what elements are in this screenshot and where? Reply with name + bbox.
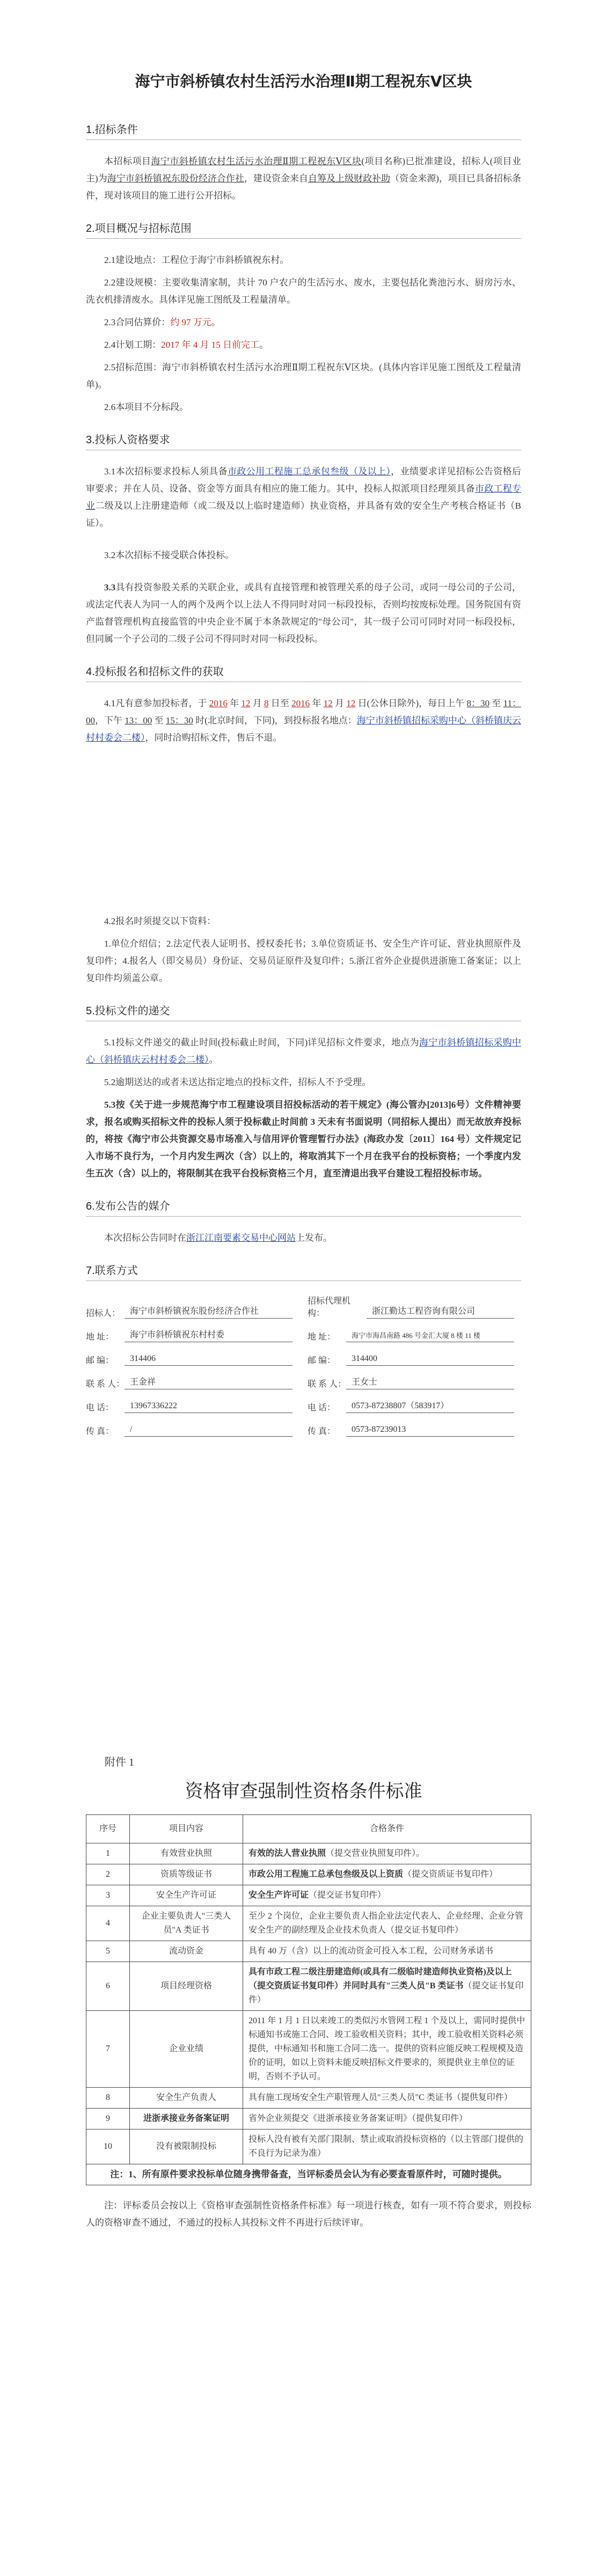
item-5-1	[86, 1034, 521, 1069]
section-5-heading: 5.投标文件的递交	[86, 1005, 170, 1017]
row-number: 3	[86, 1885, 130, 1906]
table-row	[86, 1843, 531, 1864]
label: 地 址：	[86, 1333, 114, 1342]
section-4-heading: 4.投标报名和招标文件的获取	[86, 666, 224, 678]
table-row	[86, 2129, 531, 2164]
row-item: 企业主要负责人"三类人员"A 类证书	[130, 1906, 243, 1941]
start-day: 8	[264, 698, 269, 708]
text: 4.1凡有意参加投标者，于	[104, 698, 207, 708]
value: 314400	[346, 1354, 514, 1366]
qualification-table	[86, 1814, 531, 2185]
label: 邮 编：	[308, 1356, 336, 1365]
table-row	[86, 2109, 531, 2129]
contact-row	[86, 1319, 292, 1342]
text: 具有投资参股关系的关联企业，或具有直接管理和被管理关系的母子公司，或同一母公司的子公司，或法定代表人为同一人的两个及两个以上法人不得同时对同一标段投标，否则均按废标处理。国务院国有资产监督管理机构直接监管的中央企业不属于本条款规定的"母公司"，其一级子公司可同时对同一标段投标，但同属一个子公司的二级子公司不得同时对同一标段投标。	[86, 582, 521, 644]
value: 0573-87239013	[346, 1425, 514, 1437]
item-3-2: 3.2本次招标不接受联合体投标。	[104, 550, 235, 560]
row-number: 8	[86, 2088, 130, 2109]
column-header: 序号	[86, 1815, 130, 1843]
text: ，同时洽购招标文件，售后不退。	[145, 733, 282, 743]
text: ，业绩要求详见招标公告资格后审要求；并在人员、设备、资金等方面具有相应的施工能力。其中，投标人拟派项目经理须具备	[86, 466, 522, 494]
table-header-row	[86, 1815, 531, 1843]
column-header: 项目内容	[130, 1815, 243, 1843]
label: 招标代理机构：	[308, 1297, 351, 1318]
am-end: 11：00	[86, 698, 522, 726]
condition-main: 有效的法人营业执照	[248, 1849, 326, 1858]
item-5-3: 5.3按《关于进一步规范海宁市工程建设项目招投标活动的若干规定》(海公管办[2013]6号）文件精神要求，报名或购买招标文件的投标人须于投标截止时间前 3 天未有书面说明（同招标人提出）而无故放弃投标的，将按《海宁市公共资源交易市场准入与信用评价管理暂行办法》(海政办发〔2011〕164 号）文件规定记入市场不良行为，一个月内发生两次（含）以上的，将取消其下一个月在我平台的投标资格；一个季度内发生五次（含）以上的，将限制其在我平台投标资格三个月，直至清退出我平台建设工程招投标市场。	[86, 1100, 521, 1179]
text: 本招标项目	[104, 156, 151, 166]
contact-row	[308, 1389, 514, 1413]
contact-row	[308, 1366, 514, 1389]
condition-main: 投标人没有被有关部门限制、禁止或取消投标资格的（以主管部门提供的不良行为记录为准）	[248, 2135, 524, 2158]
end-day: 12	[346, 698, 356, 708]
text: 。	[211, 317, 221, 327]
text: 上发布。	[296, 1233, 332, 1243]
contact-row	[86, 1295, 292, 1319]
contact-row	[308, 1342, 514, 1366]
row-number: 6	[86, 1962, 130, 2011]
end-year: 2016	[291, 698, 310, 708]
text: ，建设资金来自	[244, 173, 309, 184]
table-row	[86, 1885, 531, 1906]
item-5-2: 5.2逾期送达的或者未送达指定地点的投标文件，招标人不予受理。	[104, 1077, 371, 1087]
value: 0573-87238807（583917）	[346, 1399, 514, 1413]
tenderer-contact	[86, 1295, 292, 1437]
item-6	[86, 1230, 521, 1247]
pm-start: 13：00	[125, 715, 152, 726]
contact-row	[86, 1413, 292, 1437]
condition-main: 具有 40 万（含）以上的流动资金可投入本工程，公司财务承诺书	[248, 1946, 494, 1956]
text: (公休日除外)，每日上午	[367, 698, 465, 708]
condition-main: 至少 2 个岗位，企业主要负责人指企业法定代表人、企业经理、企业分管安全生产的副经理及企业技术负责人（提交证书复印件）	[248, 1912, 524, 1935]
contact-row	[308, 1319, 514, 1342]
text: 2.4计划工期：	[104, 340, 162, 350]
condition-main: 2011 年 1 月 1 日以来竣工的类似污水管网工程 1 个及以上，需同时提供中标通知书或施工合同、竣工验收相关资料；其中，竣工验收相关资料必须提供，中标通知书和施工合同二选一。提供的资料应能反映工程规模及造价的证明，如以上资料未能反映招标文件要求的，须提供业主单位的证明，否则不予认可。	[248, 2016, 525, 2081]
condition-main: 具有施工现场安全生产职管理人员"三类人员"C 类证书（提供复印件）	[248, 2093, 513, 2102]
text: 。	[209, 1055, 218, 1065]
row-condition	[243, 2088, 531, 2109]
column-header: 合格条件	[243, 1815, 531, 1843]
text: 。	[259, 340, 268, 350]
project-name: 海宁市斜桥镇农村生活污水治理Ⅱ期工程祝东Ⅴ区块	[151, 156, 362, 166]
contact-row	[86, 1366, 292, 1389]
condition-main: 市政公用工程施工总承包叁级及以上资质	[248, 1870, 404, 1879]
item-2-3	[86, 314, 521, 331]
table-note: 注：1、所有原件要求投标单位随身携带备查，当评标委员会认为有必要查看原件时，可随时提供。	[86, 2164, 531, 2185]
item-2-5: 2.5招标范围：海宁市斜桥镇农村生活污水治理Ⅱ期工程祝东Ⅴ区块。(具体内容详见施工图纸及工程量清单)。	[86, 362, 521, 390]
label: 招标人：	[86, 1309, 121, 1318]
row-condition	[243, 1962, 531, 2011]
annex-label: 附件 1	[105, 1757, 134, 1768]
table-row	[86, 1962, 531, 2011]
label: 电 话：	[308, 1403, 336, 1413]
table-note-row	[86, 2164, 531, 2185]
am-start: 8：30	[466, 698, 490, 708]
item-4-1: 4.1凡有意参加投标者，于 2016 年 12 月 8 日至 2016 年 12 月 12 日(公休日除外)，每日上午 8：30 至 11：00，下午 13：00 至 15：30 时(北京时间，下同)，到投标报名地点：海宁市斜桥镇招标采购中心（斜桥镇庆云村村委会二楼），同时洽购招标文件，售后不退。	[86, 698, 522, 743]
row-item: 安全生产负责人	[130, 2088, 243, 2109]
section-2-heading: 2.项目概况与招标范围	[86, 223, 192, 235]
planned-duration: 2017 年 4 月 15 日前完工	[161, 340, 259, 350]
contact-row	[86, 1342, 292, 1366]
table-row	[86, 2088, 531, 2109]
section-divider	[86, 238, 521, 239]
start-year: 2016	[209, 698, 228, 708]
section-6-heading: 6.发布公告的媒介	[86, 1201, 170, 1212]
label: 传 真：	[308, 1427, 336, 1436]
contact-row	[308, 1295, 514, 1319]
condition-extra: （提交证书复印件）	[309, 1891, 386, 1900]
section-7-heading: 7.联系方式	[86, 1265, 138, 1277]
row-number: 4	[86, 1906, 130, 1941]
row-number: 10	[86, 2129, 130, 2164]
row-condition	[243, 1843, 531, 1864]
contact-row	[86, 1389, 292, 1413]
section-divider	[86, 1216, 521, 1217]
item-2-4	[86, 336, 521, 354]
row-item: 流动资金	[130, 1941, 243, 1962]
publication-media: 浙江江南要素交易中心网站	[186, 1233, 296, 1243]
end-month: 12	[323, 698, 333, 708]
owner-name: 海宁市斜桥镇祝东股份经济合作社	[107, 173, 244, 184]
contact-info	[86, 1295, 521, 1437]
row-item: 项目经理资格	[130, 1962, 243, 2011]
row-condition	[243, 1885, 531, 1906]
contact-row	[308, 1413, 514, 1437]
row-condition	[243, 1906, 531, 1941]
annex-footnote: 注：评标委员会按以上《资格审查强制性资格条件标准》每一项进行核查，如有一项不符合要求，则投标人的资格审查不通过，不通过的投标人其投标文件不再进行后续评审。	[86, 2200, 531, 2228]
table-row	[86, 1906, 531, 1941]
condition-extra: （提交资质证书复印件）	[403, 1870, 498, 1879]
value: 314406	[125, 1354, 292, 1366]
item-4-2: 4.2报名时须提交以下资料：	[104, 916, 216, 926]
section-1-paragraph	[86, 153, 521, 204]
row-condition	[243, 1941, 531, 1962]
section-divider	[86, 1280, 521, 1281]
row-number: 1	[86, 1843, 130, 1864]
row-item: 进浙承接业务备案证明	[130, 2109, 243, 2129]
row-number: 7	[86, 2011, 130, 2088]
section-1-heading: 1.招标条件	[86, 124, 138, 136]
label: 电 话：	[86, 1403, 114, 1413]
row-item: 企业业绩	[130, 2011, 243, 2088]
value: 浙江勤达工程咨询有限公司	[367, 1304, 514, 1319]
item-2-2: 2.2建设规模：主要收集清家制，共计 70 户农户的生活污水、废水，主要包括化粪池污水、厨房污水、洗衣机排清废水。具体详见施工图纸及工程量清单。	[86, 277, 521, 305]
value: /	[125, 1425, 292, 1437]
value: 海宁市斜桥镇祝东村村委	[125, 1328, 292, 1342]
row-number: 2	[86, 1864, 130, 1885]
start-month: 12	[241, 698, 251, 708]
table-row	[86, 2011, 531, 2088]
qualification-level: 市政公用工程施工总承包叁级（及以上）	[228, 466, 391, 477]
row-item: 有效营业执照	[130, 1843, 243, 1864]
item-2-6: 2.6本项目不分标段。	[104, 402, 189, 412]
condition-main: 具有市政工程二级注册建造师(或具有二级临时建造师执业资格)及以上（提交资质证书复印件）并同时具有"三类人员"B 类证书	[248, 1967, 512, 1990]
item-4-2-list: 1.单位介绍信；2.法定代表人证明书、授权委托书；3.单位资质证书、安全生产许可证、营业执照原件及复印件；4.报名人（即交易员）身份证、交易员证原件及复印件；5.浙江省外企业提供进浙施工备案证；以上复印件均须盖公章。	[86, 939, 521, 983]
row-item: 安全生产许可证	[130, 1885, 243, 1906]
row-number: 9	[86, 2109, 130, 2129]
row-item: 资质等级证书	[130, 1864, 243, 1885]
label: 地 址：	[308, 1333, 336, 1342]
text: 二级及以上注册建造师（或二级及以上临时建造师）执业资格，并具备有效的安全生产考核合格证书（B 证）。	[86, 501, 521, 528]
registration-place: 海宁市斜桥镇招标采购中心（斜桥镇庆云村村委会二楼）	[86, 715, 522, 743]
agent-contact	[308, 1295, 514, 1437]
value: 王金祥	[125, 1375, 292, 1389]
row-condition	[243, 2129, 531, 2164]
pm-end: 15：30	[165, 715, 193, 726]
annex-table-title: 资格审查强制性资格条件标准	[185, 1782, 422, 1802]
text: 3.1本次招标要求投标人须具备	[104, 466, 228, 477]
contract-price: 约 97 万元	[170, 317, 211, 327]
table-row	[86, 1941, 531, 1962]
table-row	[86, 1864, 531, 1885]
row-condition	[243, 2011, 531, 2088]
funding-source: 自筹及上级财政补助	[308, 173, 391, 184]
item-3-3	[86, 579, 521, 648]
condition-main: 安全生产许可证	[248, 1891, 309, 1900]
condition-main: 省外企业须提交《进浙承接业务备案证明》	[248, 2114, 412, 2123]
section-3-heading: 3.投标人资格要求	[86, 434, 170, 446]
label: 联 系 人：	[86, 1380, 125, 1389]
text: 到投标报名地点：	[283, 715, 357, 726]
label: 联 系 人：	[308, 1380, 347, 1389]
text: 本次招标公告同时在	[104, 1233, 186, 1243]
item-2-1: 2.1建设地点：工程位于海宁市斜桥镇祝东村。	[104, 255, 289, 265]
document-title: 海宁市斜桥镇农村生活污水治理Ⅱ期工程祝东Ⅴ区块	[135, 73, 472, 90]
condition-extra: （提交证书复印件）	[248, 1981, 524, 2004]
row-condition	[243, 2109, 531, 2129]
value: 王女士	[346, 1375, 514, 1389]
row-item: 没有被限制投标	[130, 2129, 243, 2164]
item-number: 3.3	[104, 582, 116, 592]
text: 5.1投标文件递交的截止时间(投标截止时间，下同)详见招标文件要求，地点为	[104, 1037, 420, 1048]
row-condition	[243, 1864, 531, 1885]
condition-extra: （提供复印件）	[412, 2114, 468, 2123]
value: 13967336222	[125, 1401, 292, 1413]
value: 海宁市海昌南路 486 号金汇大厦 8 楼 11 楼	[346, 1330, 514, 1342]
submission-place: 海宁市斜桥镇招标采购中心（斜桥镇庆云村村委会二楼）	[86, 1037, 521, 1065]
text: 2.3合同估算价：	[104, 317, 171, 327]
label: 传 真：	[86, 1427, 114, 1436]
condition-extra: （提交营业执照复印件）。	[326, 1849, 425, 1858]
item-3-1	[86, 463, 521, 532]
specialty: 市政工程专业	[86, 484, 522, 511]
row-number: 5	[86, 1941, 130, 1962]
label: 邮 编：	[86, 1356, 114, 1365]
text: (项目名称)已批准建设，招标人(项目业主)为	[86, 156, 522, 184]
value: 海宁市斜桥镇祝东股份经济合作社	[125, 1304, 292, 1319]
text: （资金来源)，项目已具备招标条件，现对该项目的施工进行公开招标。	[86, 173, 522, 201]
